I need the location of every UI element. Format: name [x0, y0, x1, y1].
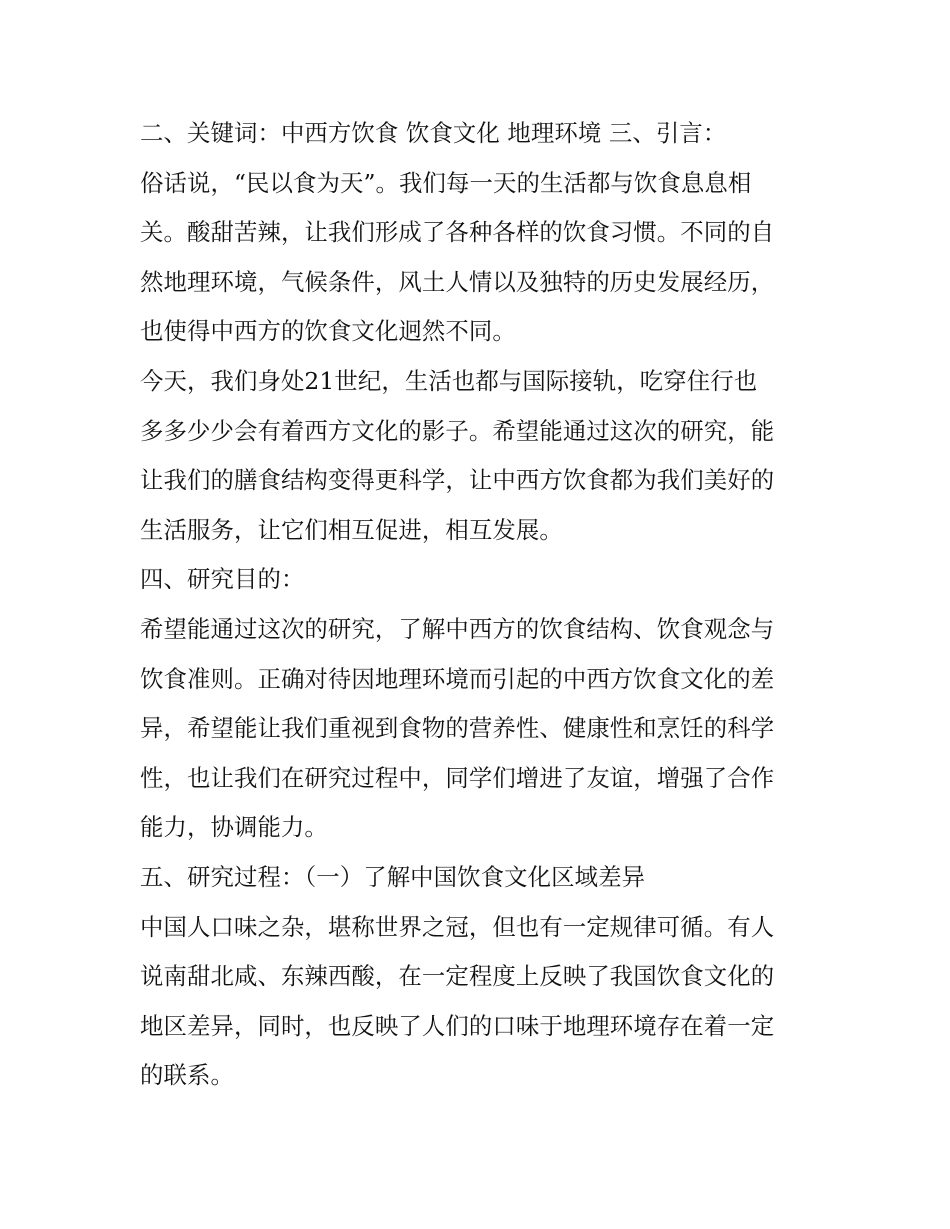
text-line: 四、研究目的： [140, 565, 305, 594]
text-line: 俗话说，“民以食为天”。我们每一天的生活都与饮食息息相 [140, 168, 752, 197]
text-line: 中国人口味之杂，堪称世界之冠，但也有一定规律可循。有人 [140, 912, 775, 941]
text-line: 地区差异，同时，也反映了人们的口味于地理环境存在着一定 [140, 1011, 775, 1040]
text-line: 异，希望能让我们重视到食物的营养性、健康性和烹饪的科学 [140, 714, 775, 743]
text-line: 说南甜北咸、东辣西酸，在一定程度上反映了我国饮食文化的 [140, 962, 775, 991]
text-line: 二、关键词：中西方饮食 饮食文化 地理环境 三、引言： [140, 119, 727, 147]
research-process-heading [140, 856, 820, 898]
text-line: 性，也让我们在研究过程中，同学们增进了友谊，增强了合作 [140, 763, 775, 792]
document-body [140, 112, 820, 1104]
text-line: 让我们的膳食结构变得更科学，让中西方饮食都为我们美好的 [140, 466, 775, 495]
text-line: 希望能通过这次的研究，了解中西方的饮食结构、饮食观念与 [140, 614, 775, 643]
text-line: 五、研究过程：（一）了解中国饮食文化区域差异 [140, 862, 646, 891]
research-purpose-heading [140, 558, 820, 600]
keywords-intro-heading [140, 112, 820, 154]
text-line: 关。酸甜苦辣，让我们形成了各种各样的饮食习惯。不同的自 [140, 218, 775, 247]
research-purpose-paragraph [140, 608, 820, 848]
intro-paragraph-1 [140, 162, 820, 353]
text-line: 今天，我们身处21世纪，生活也都与国际接轨，吃穿住行也 [140, 366, 758, 395]
text-line: 能力，协调能力。 [140, 813, 328, 842]
text-line: 然地理环境，气候条件，风土人情以及独特的历史发展经历， [140, 267, 775, 296]
text-line: 多多少少会有着西方文化的影子。希望能通过这次的研究，能 [140, 416, 775, 445]
text-line: 的联系。 [140, 1061, 234, 1090]
intro-paragraph-2 [140, 360, 820, 551]
text-line: 饮食准则。正确对待因地理环境而引起的中西方饮食文化的差 [140, 664, 775, 693]
text-line: 生活服务，让它们相互促进，相互发展。 [140, 515, 563, 544]
research-process-paragraph [140, 906, 820, 1097]
text-line: 也使得中西方的饮食文化迥然不同。 [140, 317, 516, 346]
